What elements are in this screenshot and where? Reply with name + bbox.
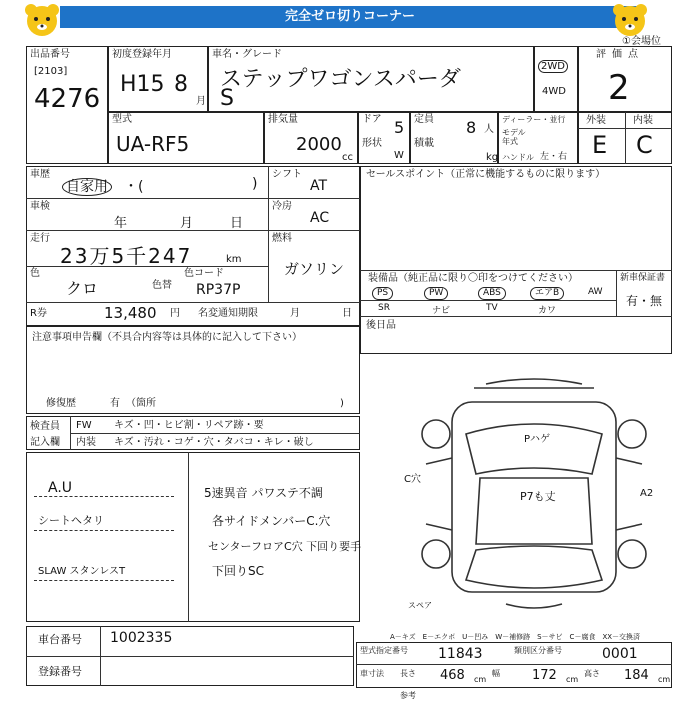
recycle-unit: 円 xyxy=(170,308,180,319)
venue-label: ①会場位 xyxy=(622,36,661,47)
hand-note-side: 各サイドメンバーC.穴 xyxy=(212,514,331,528)
spec-width: 172 xyxy=(532,668,557,683)
spec-width-unit: cm xyxy=(566,675,579,684)
diagram-mark-top: Pハゲ xyxy=(524,434,551,445)
inspection-label: 車検 xyxy=(30,201,50,212)
usage-circled xyxy=(62,176,112,196)
lot-number: 4276 xyxy=(34,84,101,114)
spec-hline xyxy=(356,664,672,665)
equipment-label: 装備品（純正品に限り〇印をつけてください） xyxy=(368,273,578,284)
mileage-label: 走行 xyxy=(30,233,50,244)
shift-label: シフト xyxy=(272,169,302,180)
bear-mascot-icon xyxy=(22,2,62,38)
color-value: クロ xyxy=(66,279,99,298)
color-label: 色 xyxy=(30,268,40,279)
equip-airbag-text: エアB xyxy=(530,287,564,300)
lot-sub: [2103] xyxy=(34,66,68,77)
spec-type-value: 11843 xyxy=(438,646,483,662)
usage-rest: ・( xyxy=(124,179,144,195)
info-hline-1 xyxy=(26,198,360,199)
shape-value: W xyxy=(394,150,404,161)
equipment-bottom-line xyxy=(360,316,672,317)
dealer-label: ディーラー・並行 xyxy=(502,115,566,124)
spec-type-label: 型式指定番号 xyxy=(360,646,408,655)
bottom-note: 参考 xyxy=(400,691,416,700)
score-label: 評価点 xyxy=(596,49,644,60)
repair-bracket: （箇所 xyxy=(126,398,156,409)
spec-width-label: 幅 xyxy=(492,669,500,678)
shift-value: AT xyxy=(310,178,328,194)
equip-abs xyxy=(478,287,506,300)
equip-tv: TV xyxy=(486,303,498,313)
hand-note-seat: シートヘタリ xyxy=(38,514,104,527)
expiry-month: 月 xyxy=(290,308,300,319)
lot-label: 出品番号 xyxy=(30,49,70,60)
displacement-value: 2000 xyxy=(296,134,342,155)
equip-ps xyxy=(372,287,393,300)
model-label: 車名・グレード xyxy=(212,49,282,60)
hand-note-floor: センターフロアC穴 下回り要手 xyxy=(208,540,362,553)
sales-box xyxy=(360,166,672,354)
check-in: 内装 xyxy=(76,437,96,448)
color-code: RP37P xyxy=(196,282,241,298)
damage-legend: A－キズ E－エクボ U－凹み W－補修跡 S－サビ C－腐食 XX－交換済 xyxy=(390,633,641,641)
usage-circled-text: 自家用 xyxy=(62,178,112,196)
usage-label: 車歴 xyxy=(30,169,50,180)
doors-value: 5 xyxy=(394,118,405,137)
frame-divider xyxy=(100,626,101,686)
hand-note-gear: 5速異音 パワステ不調 xyxy=(204,486,323,500)
model-grade: S xyxy=(220,86,234,111)
hand-note-au: A.U xyxy=(48,480,73,496)
equip-navi: ナビ xyxy=(432,306,451,316)
equip-abs-text: ABS xyxy=(478,287,506,300)
check-label-1: 検査員 xyxy=(30,421,60,432)
drive-2wd: 2WD xyxy=(538,60,568,73)
frame-label: 車台番号 xyxy=(38,633,82,646)
ext-int-divider xyxy=(625,112,626,164)
diagram-mark-right: A2 xyxy=(640,488,654,499)
expiry-day: 日 xyxy=(342,308,352,319)
first-reg-month: 8 xyxy=(174,72,188,97)
repair-label: 修復歴 xyxy=(46,398,76,409)
load-unit: kg xyxy=(486,152,499,163)
handwritten-divider xyxy=(188,452,189,622)
recycle-label: R券 xyxy=(30,308,47,319)
check-in-items: キズ・汚れ・コゲ・穴・タバコ・キレ・破し xyxy=(114,437,314,448)
equip-ps-text: PS xyxy=(372,287,393,300)
mileage-value: 23万5千247 xyxy=(60,244,193,268)
recycle-value: 13,480 xyxy=(104,304,157,322)
drive-4wd: 4WD xyxy=(542,86,566,97)
frame-value: 1002335 xyxy=(110,630,173,646)
type-value: UA-RF5 xyxy=(116,132,190,156)
check-fw-items: キズ・凹・ヒビ割・リペア跡・要 xyxy=(114,420,264,431)
handle-label: ハンドル xyxy=(502,153,534,162)
equip-leather: カワ xyxy=(538,306,557,316)
sales-point-label: セールスポイント（正常に機能するものに限ります） xyxy=(366,169,606,180)
notes-label: 注意事項申告欄（不具合内容等は具体的に記入して下さい） xyxy=(32,332,302,343)
dash-line-1 xyxy=(34,496,174,497)
ac-value: AC xyxy=(310,210,330,226)
inspection-year: 年 xyxy=(114,216,128,231)
bear-mascot-icon xyxy=(610,2,650,38)
spec-height-label: 高さ xyxy=(584,669,600,678)
check-fw: FW xyxy=(76,420,92,431)
equipment-mid-line xyxy=(360,300,616,301)
ext-label: 外装 xyxy=(586,115,606,126)
diagram-mark-bottom: スペア xyxy=(408,601,432,610)
color-num-label: 色替 xyxy=(152,280,172,291)
displacement-label: 排気量 xyxy=(268,114,298,125)
ac-label: 冷房 xyxy=(272,201,292,212)
displacement-unit: cc xyxy=(342,152,353,163)
capacity-label: 定員 xyxy=(414,114,434,125)
shape-label: 形状 xyxy=(362,138,382,149)
handwritten-box xyxy=(26,452,360,622)
diagram-mark-center: P7も丈 xyxy=(520,490,556,503)
info-hline-4 xyxy=(26,302,360,303)
load-label: 積載 xyxy=(414,138,434,149)
dash-line-2 xyxy=(34,530,174,531)
frame-hline xyxy=(26,656,354,657)
first-reg-month-unit: 月 xyxy=(196,96,206,107)
equip-pw xyxy=(424,287,448,300)
spec-unit-label: 車寸法 xyxy=(360,669,384,678)
type-label: 型式 xyxy=(112,114,132,125)
spec-class-value: 0001 xyxy=(602,646,638,662)
hand-note-slaw: SLAW スタンレスT xyxy=(38,566,126,577)
inspection-day: 日 xyxy=(230,216,244,231)
hand-note-under: 下回りSC xyxy=(212,564,264,578)
repair-value: 有 xyxy=(110,398,120,409)
rear-label: 後日品 xyxy=(366,320,396,331)
fuel-value: ガソリン xyxy=(284,260,345,278)
capacity-unit: 人 xyxy=(484,124,494,135)
new-warranty-label: 新車保証書 xyxy=(620,273,666,283)
int-value: C xyxy=(636,131,653,159)
score-value: 2 xyxy=(608,68,630,108)
info-divider xyxy=(268,166,269,302)
mileage-unit: km xyxy=(226,254,242,265)
int-label: 内装 xyxy=(633,115,653,126)
sales-hline-1 xyxy=(360,270,672,271)
dash-line-3 xyxy=(34,580,174,581)
color-code-label: 色コード xyxy=(184,268,224,279)
repair-close: ) xyxy=(340,398,344,409)
check-hline xyxy=(70,433,360,434)
check-label-2: 記入欄 xyxy=(30,437,60,448)
expiry-label: 名変通知期限 xyxy=(198,308,258,319)
spec-class-label: 類別区分番号 xyxy=(514,646,562,655)
equipment-divider xyxy=(616,270,617,316)
doors-label: ドア xyxy=(362,114,382,125)
equip-pw-text: PW xyxy=(424,287,448,300)
spec-length-unit: cm xyxy=(474,675,487,684)
spec-height: 184 xyxy=(624,668,649,683)
spec-height-unit: cm xyxy=(658,675,671,684)
banner-title: 完全ゼロ切りコーナー xyxy=(60,6,640,28)
inspection-month: 月 xyxy=(180,216,194,231)
first-reg-label: 初度登録年月 xyxy=(112,49,172,60)
model-year-label: モデル年式 xyxy=(502,128,526,146)
usage-close: ) xyxy=(252,176,258,192)
first-reg-era: H15 xyxy=(120,72,165,97)
drive-box xyxy=(534,46,578,112)
model-name: ステップワゴンスパーダ xyxy=(220,67,461,92)
equip-airbag xyxy=(530,287,564,300)
diagram-mark-left: C穴 xyxy=(404,474,421,485)
equip-aw: AW xyxy=(588,287,603,297)
warranty-value: 有・無 xyxy=(626,294,663,308)
ext-value: E xyxy=(592,131,608,159)
fuel-label: 燃料 xyxy=(272,233,292,244)
spec-length: 468 xyxy=(440,668,465,683)
spec-length-label: 長さ xyxy=(400,669,416,678)
handle-value: 左・右 xyxy=(540,152,568,162)
capacity-value: 8 xyxy=(466,118,477,137)
equip-sr: SR xyxy=(378,303,390,313)
reg-label: 登録番号 xyxy=(38,665,82,678)
ext-int-hline xyxy=(578,128,672,129)
